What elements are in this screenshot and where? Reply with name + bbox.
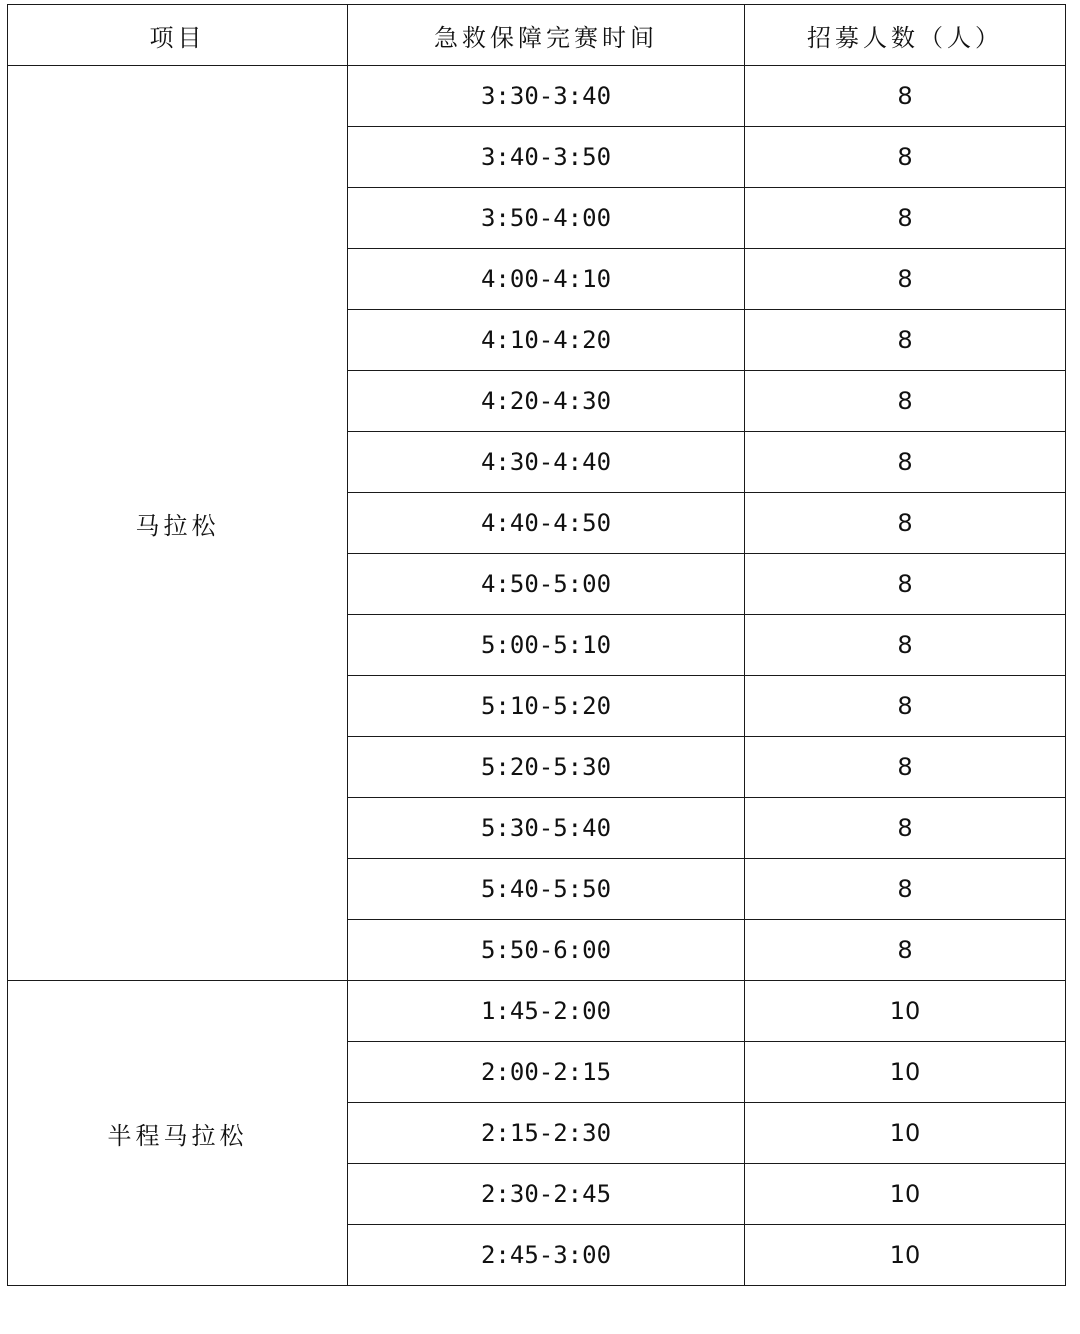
recruit-count-cell: 8 xyxy=(745,798,1066,859)
recruit-count-cell: 8 xyxy=(745,615,1066,676)
recruit-count-cell: 8 xyxy=(745,737,1066,798)
finish-time-cell: 2:30-2:45 xyxy=(348,1164,745,1225)
finish-time-cell: 1:45-2:00 xyxy=(348,981,745,1042)
finish-time-cell: 4:00-4:10 xyxy=(348,249,745,310)
recruit-count-cell: 8 xyxy=(745,859,1066,920)
recruit-count-cell: 8 xyxy=(745,188,1066,249)
recruit-count-cell: 8 xyxy=(745,920,1066,981)
recruit-count-cell: 10 xyxy=(745,1042,1066,1103)
finish-time-cell: 4:10-4:20 xyxy=(348,310,745,371)
finish-time-cell: 5:30-5:40 xyxy=(348,798,745,859)
finish-time-cell: 4:20-4:30 xyxy=(348,371,745,432)
header-event: 项目 xyxy=(8,5,348,66)
finish-time-cell: 3:40-3:50 xyxy=(348,127,745,188)
recruit-count-cell: 10 xyxy=(745,1164,1066,1225)
recruit-count-cell: 8 xyxy=(745,249,1066,310)
finish-time-cell: 4:30-4:40 xyxy=(348,432,745,493)
recruit-count-cell: 10 xyxy=(745,1103,1066,1164)
event-cell: 马拉松 xyxy=(8,66,348,981)
table-row xyxy=(8,66,1066,127)
header-recruit-count: 招募人数（人） xyxy=(745,5,1066,66)
finish-time-cell: 5:40-5:50 xyxy=(348,859,745,920)
recruit-count-cell: 8 xyxy=(745,310,1066,371)
finish-time-cell: 3:30-3:40 xyxy=(348,66,745,127)
finish-time-cell: 4:50-5:00 xyxy=(348,554,745,615)
recruit-count-cell: 8 xyxy=(745,554,1066,615)
table-row xyxy=(8,981,1066,1042)
finish-time-cell: 2:15-2:30 xyxy=(348,1103,745,1164)
recruit-count-cell: 10 xyxy=(745,1225,1066,1286)
finish-time-cell: 3:50-4:00 xyxy=(348,188,745,249)
header-finish-time: 急救保障完赛时间 xyxy=(348,5,745,66)
recruit-count-cell: 8 xyxy=(745,127,1066,188)
recruit-count-cell: 10 xyxy=(745,981,1066,1042)
finish-time-cell: 2:00-2:15 xyxy=(348,1042,745,1103)
recruit-count-cell: 8 xyxy=(745,432,1066,493)
recruit-count-cell: 8 xyxy=(745,371,1066,432)
recruit-count-cell: 8 xyxy=(745,493,1066,554)
event-cell: 半程马拉松 xyxy=(8,981,348,1286)
finish-time-cell: 5:00-5:10 xyxy=(348,615,745,676)
table-body xyxy=(8,66,1066,1286)
recruit-count-cell: 8 xyxy=(745,66,1066,127)
finish-time-cell: 5:50-6:00 xyxy=(348,920,745,981)
finish-time-cell: 2:45-3:00 xyxy=(348,1225,745,1286)
finish-time-cell: 4:40-4:50 xyxy=(348,493,745,554)
recruitment-table xyxy=(7,4,1066,1286)
finish-time-cell: 5:10-5:20 xyxy=(348,676,745,737)
finish-time-cell: 5:20-5:30 xyxy=(348,737,745,798)
recruitment-table-wrapper xyxy=(7,4,1066,1286)
recruit-count-cell: 8 xyxy=(745,676,1066,737)
table-header-row xyxy=(8,5,1066,66)
